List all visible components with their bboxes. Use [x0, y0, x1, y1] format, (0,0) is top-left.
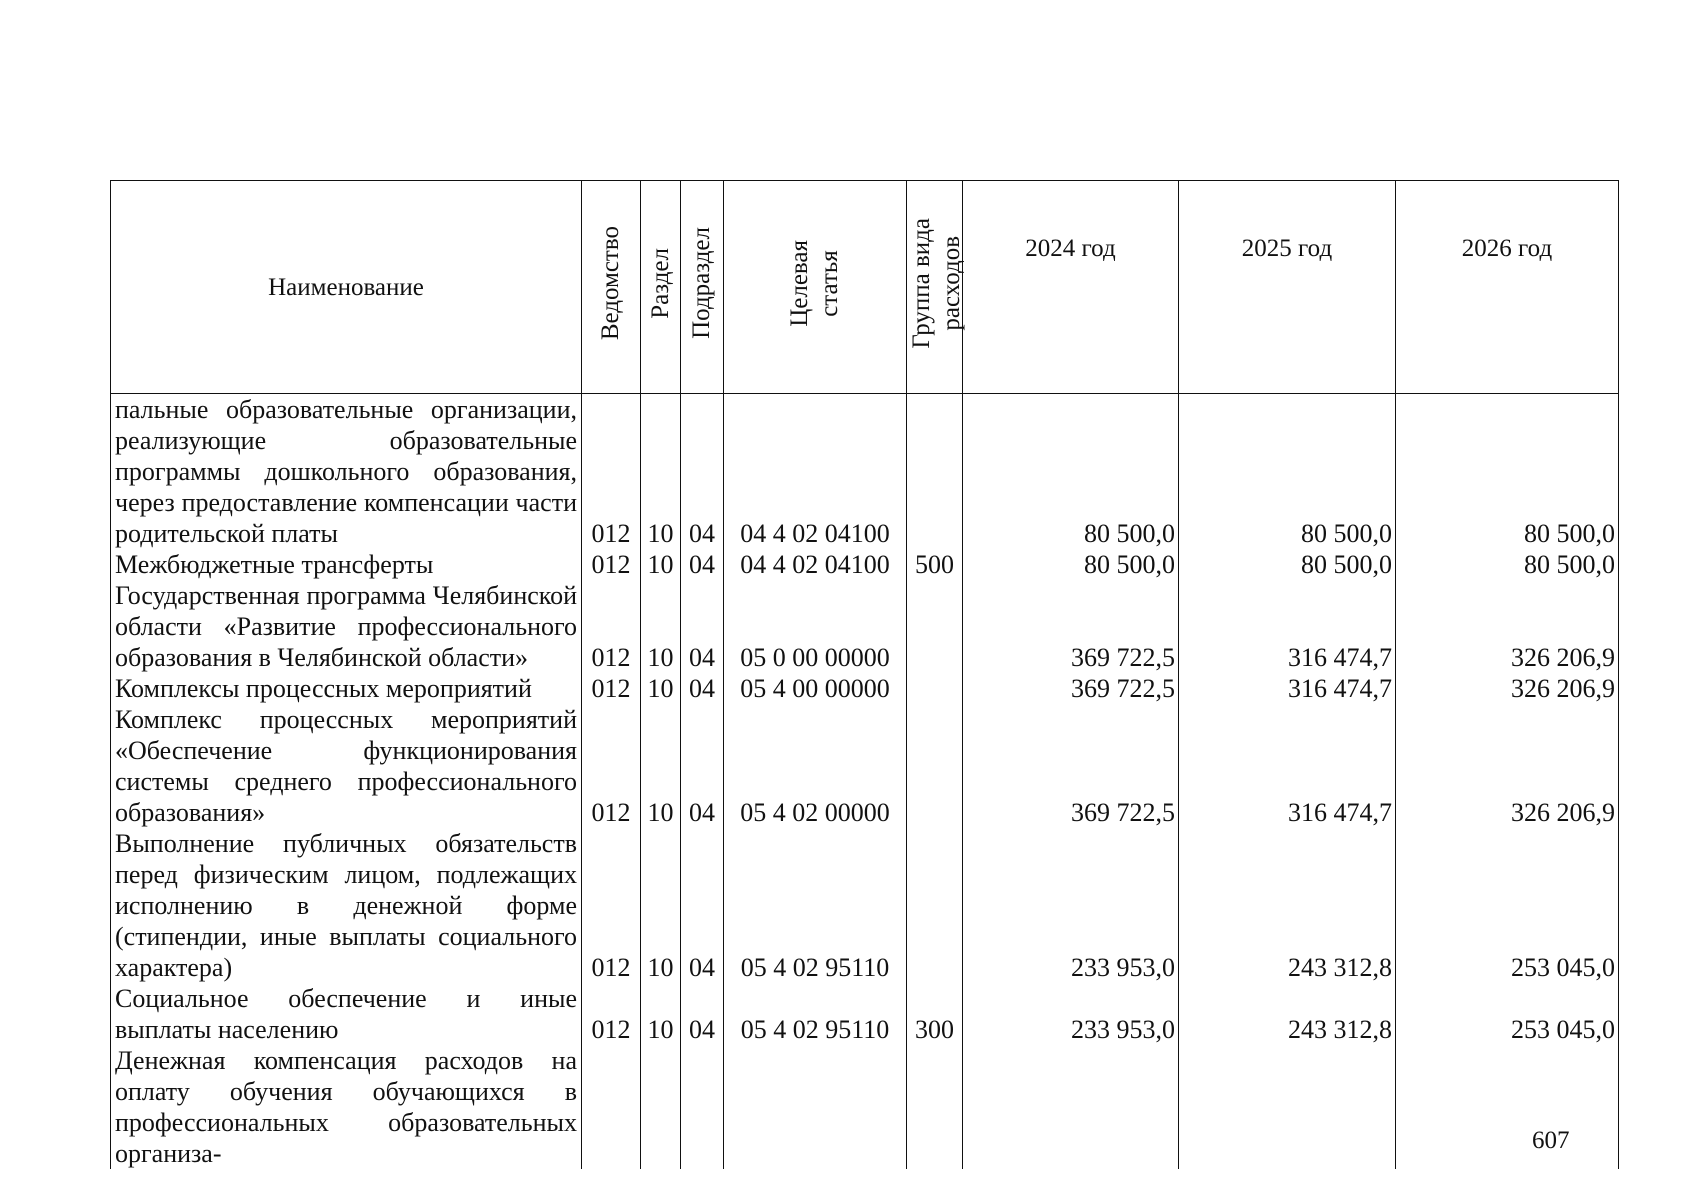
- row-amount-2024: 233 953,0: [963, 828, 1179, 983]
- row-section: 10: [641, 580, 681, 673]
- header-year-2024: 2024 год: [963, 181, 1179, 394]
- budget-table: [110, 180, 1619, 1169]
- row-expense-group: [907, 394, 963, 550]
- row-amount-2024: 369 722,5: [963, 580, 1179, 673]
- row-expense-group: [907, 580, 963, 673]
- row-name: Выполнение публичных обязательств перед физическим лицом, подлежащих исполнению в денежной форме (стипендии, иные выплаты социального характера): [111, 828, 582, 983]
- row-amount-2025: 243 312,8: [1179, 828, 1396, 983]
- row-section: [641, 1045, 681, 1169]
- row-amount-2025: 316 474,7: [1179, 704, 1396, 828]
- row-target-article: [724, 1045, 907, 1169]
- table-row: [111, 394, 1619, 550]
- row-department: 012: [582, 673, 641, 704]
- row-name: пальные образовательные организации, реализующие образовательные программы дошкольного образования, через предоставление компенсации части родительской платы: [111, 394, 582, 550]
- row-amount-2025: 80 500,0: [1179, 549, 1396, 580]
- row-subsection: 04: [681, 983, 724, 1045]
- header-department: Ведомство: [582, 181, 641, 394]
- row-department: 012: [582, 704, 641, 828]
- row-amount-2024: 369 722,5: [963, 704, 1179, 828]
- table-header: [111, 181, 1619, 394]
- header-year-2025: 2025 год: [1179, 181, 1396, 394]
- row-expense-group: [907, 828, 963, 983]
- row-amount-2026: 253 045,0: [1396, 983, 1619, 1045]
- row-target-article: 05 0 00 00000: [724, 580, 907, 673]
- row-section: 10: [641, 549, 681, 580]
- row-amount-2026: 326 206,9: [1396, 704, 1619, 828]
- row-amount-2026: 80 500,0: [1396, 394, 1619, 550]
- row-target-article: 04 4 02 04100: [724, 394, 907, 550]
- row-amount-2024: 80 500,0: [963, 549, 1179, 580]
- header-target-article: Целевая статья: [724, 181, 907, 394]
- row-amount-2024: 369 722,5: [963, 673, 1179, 704]
- row-name: Комплекс процессных мероприятий «Обеспечение функционирования системы среднего профессионального образования»: [111, 704, 582, 828]
- row-amount-2024: [963, 1045, 1179, 1169]
- row-amount-2025: 316 474,7: [1179, 580, 1396, 673]
- row-expense-group: 300: [907, 983, 963, 1045]
- row-target-article: 05 4 02 95110: [724, 828, 907, 983]
- row-subsection: 04: [681, 394, 724, 550]
- header-expense-group: Группа вида расходов: [907, 181, 963, 394]
- row-amount-2024: 80 500,0: [963, 394, 1179, 550]
- row-department: [582, 1045, 641, 1169]
- table-row: [111, 828, 1619, 983]
- row-amount-2025: 243 312,8: [1179, 983, 1396, 1045]
- table-row: [111, 1045, 1619, 1169]
- row-target-article: 05 4 02 00000: [724, 704, 907, 828]
- table-row: [111, 983, 1619, 1045]
- row-name: Денежная компенсация расходов на оплату обучения обучающихся в профессиональных образовательных организа-: [111, 1045, 582, 1169]
- row-amount-2026: 253 045,0: [1396, 828, 1619, 983]
- row-section: 10: [641, 704, 681, 828]
- row-section: 10: [641, 394, 681, 550]
- row-amount-2025: [1179, 1045, 1396, 1169]
- row-amount-2026: 326 206,9: [1396, 580, 1619, 673]
- row-subsection: 04: [681, 549, 724, 580]
- row-amount-2026: [1396, 1045, 1619, 1169]
- table-row: [111, 673, 1619, 704]
- row-target-article: 05 4 02 95110: [724, 983, 907, 1045]
- table-row: [111, 549, 1619, 580]
- page-number: 607: [1532, 1127, 1570, 1154]
- row-subsection: 04: [681, 580, 724, 673]
- table-row: [111, 580, 1619, 673]
- table-body: [111, 394, 1619, 1170]
- row-expense-group: [907, 704, 963, 828]
- row-amount-2026: 326 206,9: [1396, 673, 1619, 704]
- row-section: 10: [641, 673, 681, 704]
- row-department: 012: [582, 549, 641, 580]
- row-amount-2024: 233 953,0: [963, 983, 1179, 1045]
- row-name: Комплексы процессных мероприятий: [111, 673, 582, 704]
- row-subsection: [681, 1045, 724, 1169]
- row-name: Межбюджетные трансферты: [111, 549, 582, 580]
- row-target-article: 04 4 02 04100: [724, 549, 907, 580]
- row-department: 012: [582, 580, 641, 673]
- row-name: Государственная программа Челябинской области «Развитие профессионального образования в Челябинской области»: [111, 580, 582, 673]
- row-expense-group: [907, 1045, 963, 1169]
- row-target-article: 05 4 00 00000: [724, 673, 907, 704]
- row-department: 012: [582, 828, 641, 983]
- row-department: 012: [582, 983, 641, 1045]
- row-subsection: 04: [681, 704, 724, 828]
- row-department: 012: [582, 394, 641, 550]
- header-name: Наименование: [111, 181, 582, 394]
- header-subsection: Подраздел: [681, 181, 724, 394]
- row-subsection: 04: [681, 828, 724, 983]
- row-subsection: 04: [681, 673, 724, 704]
- row-section: 10: [641, 828, 681, 983]
- row-expense-group: [907, 673, 963, 704]
- header-section: Раздел: [641, 181, 681, 394]
- header-year-2026: 2026 год: [1396, 181, 1619, 394]
- row-amount-2026: 80 500,0: [1396, 549, 1619, 580]
- row-expense-group: 500: [907, 549, 963, 580]
- row-name: Социальное обеспечение и иные выплаты населению: [111, 983, 582, 1045]
- row-amount-2025: 316 474,7: [1179, 673, 1396, 704]
- table-row: [111, 704, 1619, 828]
- row-section: 10: [641, 983, 681, 1045]
- row-amount-2025: 80 500,0: [1179, 394, 1396, 550]
